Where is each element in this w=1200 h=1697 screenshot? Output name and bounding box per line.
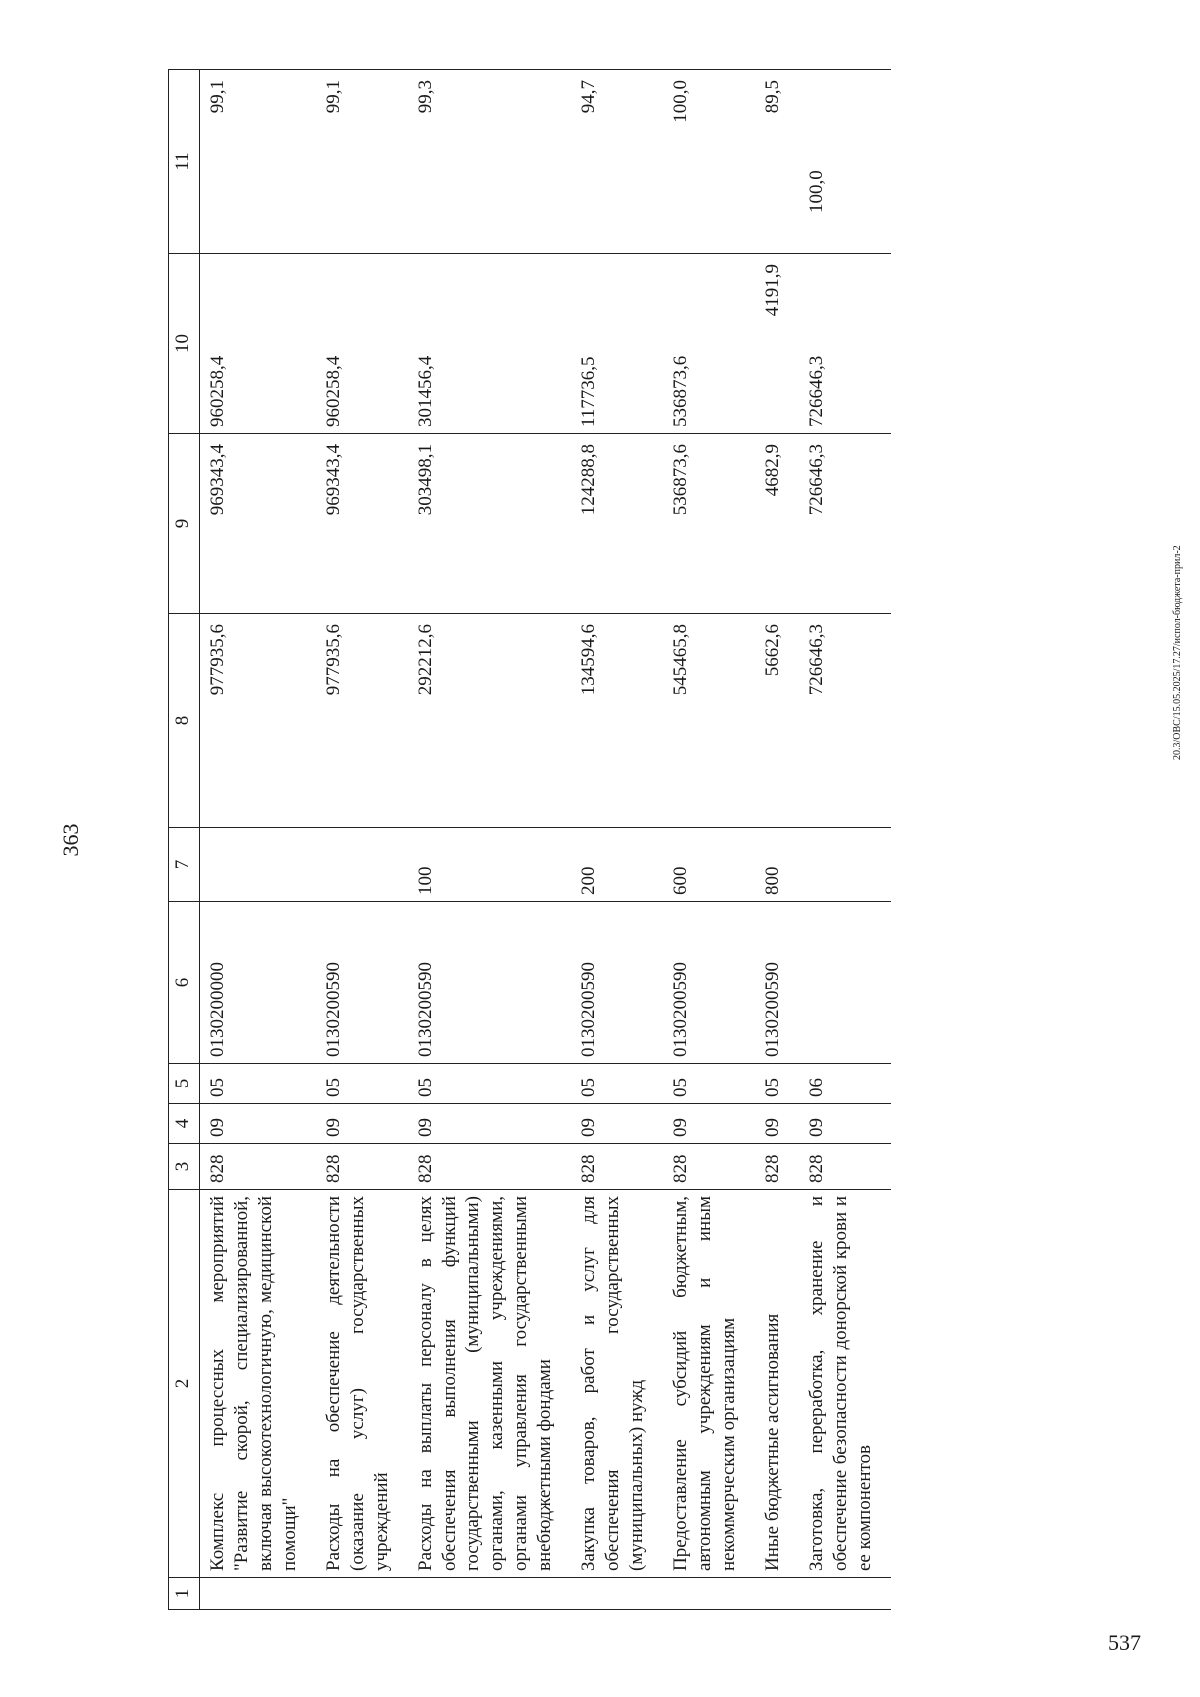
column-header: 6	[169, 902, 200, 1064]
cell-col11: 99,3	[408, 70, 572, 254]
rotated-page-content	[58, 70, 1168, 1610]
running-page-number: 363	[58, 823, 83, 857]
column-header: 9	[169, 434, 200, 614]
cell-col6: 0130200590	[316, 902, 408, 1064]
cell-col10: 117736,5	[571, 254, 663, 434]
column-header: 10	[169, 254, 200, 434]
cell-col4: 09	[316, 1104, 408, 1144]
cell-col7: 200	[571, 828, 663, 902]
cell-col7	[200, 828, 316, 902]
cell-col11: 99,1	[200, 70, 316, 254]
cell-col4: 09	[755, 1104, 799, 1144]
cell-col9: 4682,9	[755, 434, 799, 614]
cell-col4: 09	[571, 1104, 663, 1144]
cell-col9: 969343,4	[200, 434, 316, 614]
column-header: 3	[169, 1144, 200, 1190]
cell-col10: 4191,9	[755, 254, 799, 434]
table-row	[316, 70, 408, 1610]
cell-col5: 05	[200, 1064, 316, 1104]
table-row	[799, 70, 891, 1610]
cell-col3: 828	[663, 1144, 755, 1190]
cell-col3: 828	[755, 1144, 799, 1190]
budget-table	[168, 69, 891, 1610]
cell-col11: 89,5	[755, 70, 799, 254]
cell-col4: 09	[408, 1104, 572, 1144]
table-row	[571, 70, 663, 1610]
cell-col11: 100,0	[663, 70, 755, 254]
cell-col1	[200, 1578, 316, 1610]
table-row	[663, 70, 755, 1610]
cell-name: Заготовка, переработка, хранение и обеспечение безопасности донорской крови и ее компонентов	[799, 1190, 891, 1578]
cell-col1	[408, 1578, 572, 1610]
cell-col10: 301456,4	[408, 254, 572, 434]
cell-name: Закупка товаров, работ и услуг для обеспечения государственных (муниципальных) нужд	[571, 1190, 663, 1578]
cell-name: Иные бюджетные ассигнования	[755, 1190, 799, 1578]
cell-col5: 05	[408, 1064, 572, 1104]
cell-col9: 303498,1	[408, 434, 572, 614]
cell-col4: 09	[200, 1104, 316, 1144]
footer-code: 20.3/ОВС/15.05.2025/17.27/испол-бюджета-прил-2	[1172, 545, 1183, 760]
cell-col3: 828	[799, 1144, 891, 1190]
cell-col8: 726646,3	[799, 614, 891, 828]
column-header: 4	[169, 1104, 200, 1144]
cell-col3: 828	[200, 1144, 316, 1190]
column-header: 7	[169, 828, 200, 902]
cell-col10: 960258,4	[200, 254, 316, 434]
cell-col1	[316, 1578, 408, 1610]
cell-col7	[316, 828, 408, 902]
cell-col7	[799, 828, 891, 902]
cell-name: Комплекс процессных мероприятий "Развитие скорой, специализированной, включая высокотехнологичную, медицинской помощи"	[200, 1190, 316, 1578]
cell-col8: 292212,6	[408, 614, 572, 828]
cell-col9: 124288,8	[571, 434, 663, 614]
cell-col10: 726646,3	[799, 254, 891, 434]
table-row	[408, 70, 572, 1610]
table-row	[755, 70, 799, 1610]
cell-col5: 06	[799, 1064, 891, 1104]
cell-col8: 977935,6	[200, 614, 316, 828]
cell-col11: 99,1	[316, 70, 408, 254]
column-header: 8	[169, 614, 200, 828]
cell-col1	[571, 1578, 663, 1610]
cell-col3: 828	[316, 1144, 408, 1190]
cell-col10: 960258,4	[316, 254, 408, 434]
cell-col5: 05	[571, 1064, 663, 1104]
cell-col4: 09	[799, 1104, 891, 1144]
column-header: 1	[169, 1578, 200, 1610]
page-number: 537	[1108, 1630, 1141, 1655]
cell-name: Предоставление субсидий бюджетным, автономным учреждениям и иным некоммерческим организациям	[663, 1190, 755, 1578]
cell-col9: 536873,6	[663, 434, 755, 614]
column-header: 5	[169, 1064, 200, 1104]
cell-col9: 726646,3	[799, 434, 891, 614]
cell-col5: 05	[316, 1064, 408, 1104]
cell-col1	[799, 1578, 891, 1610]
cell-col8: 134594,6	[571, 614, 663, 828]
cell-col7: 600	[663, 828, 755, 902]
cell-col8: 5662,6	[755, 614, 799, 828]
cell-col5: 05	[663, 1064, 755, 1104]
cell-col8: 977935,6	[316, 614, 408, 828]
cell-name: Расходы на обеспечение деятельности (оказание услуг) государственных учреждений	[316, 1190, 408, 1578]
cell-col6: 0130200000	[200, 902, 316, 1064]
column-header: 2	[169, 1190, 200, 1578]
cell-col1	[755, 1578, 799, 1610]
cell-name: Расходы на выплаты персоналу в целях обеспечения выполнения функций государственными (муниципальными) органами, казенными учреждениями, органами управления государственными внебюджетными фондами	[408, 1190, 572, 1578]
cell-col5: 05	[755, 1064, 799, 1104]
cell-col7: 100	[408, 828, 572, 902]
cell-col4: 09	[663, 1104, 755, 1144]
cell-col6: 0130200590	[663, 902, 755, 1064]
cell-col8: 545465,8	[663, 614, 755, 828]
cell-col3: 828	[408, 1144, 572, 1190]
cell-col6	[799, 902, 891, 1064]
cell-col9: 969343,4	[316, 434, 408, 614]
cell-col11: 100,0	[799, 70, 891, 254]
cell-col7: 800	[755, 828, 799, 902]
cell-col11: 94,7	[571, 70, 663, 254]
cell-col6: 0130200590	[571, 902, 663, 1064]
header-row	[169, 70, 200, 1610]
cell-col1	[663, 1578, 755, 1610]
column-header: 11	[169, 70, 200, 254]
cell-col6: 0130200590	[408, 902, 572, 1064]
cell-col3: 828	[571, 1144, 663, 1190]
cell-col10: 536873,6	[663, 254, 755, 434]
cell-col6: 0130200590	[755, 902, 799, 1064]
table-row	[200, 70, 316, 1610]
